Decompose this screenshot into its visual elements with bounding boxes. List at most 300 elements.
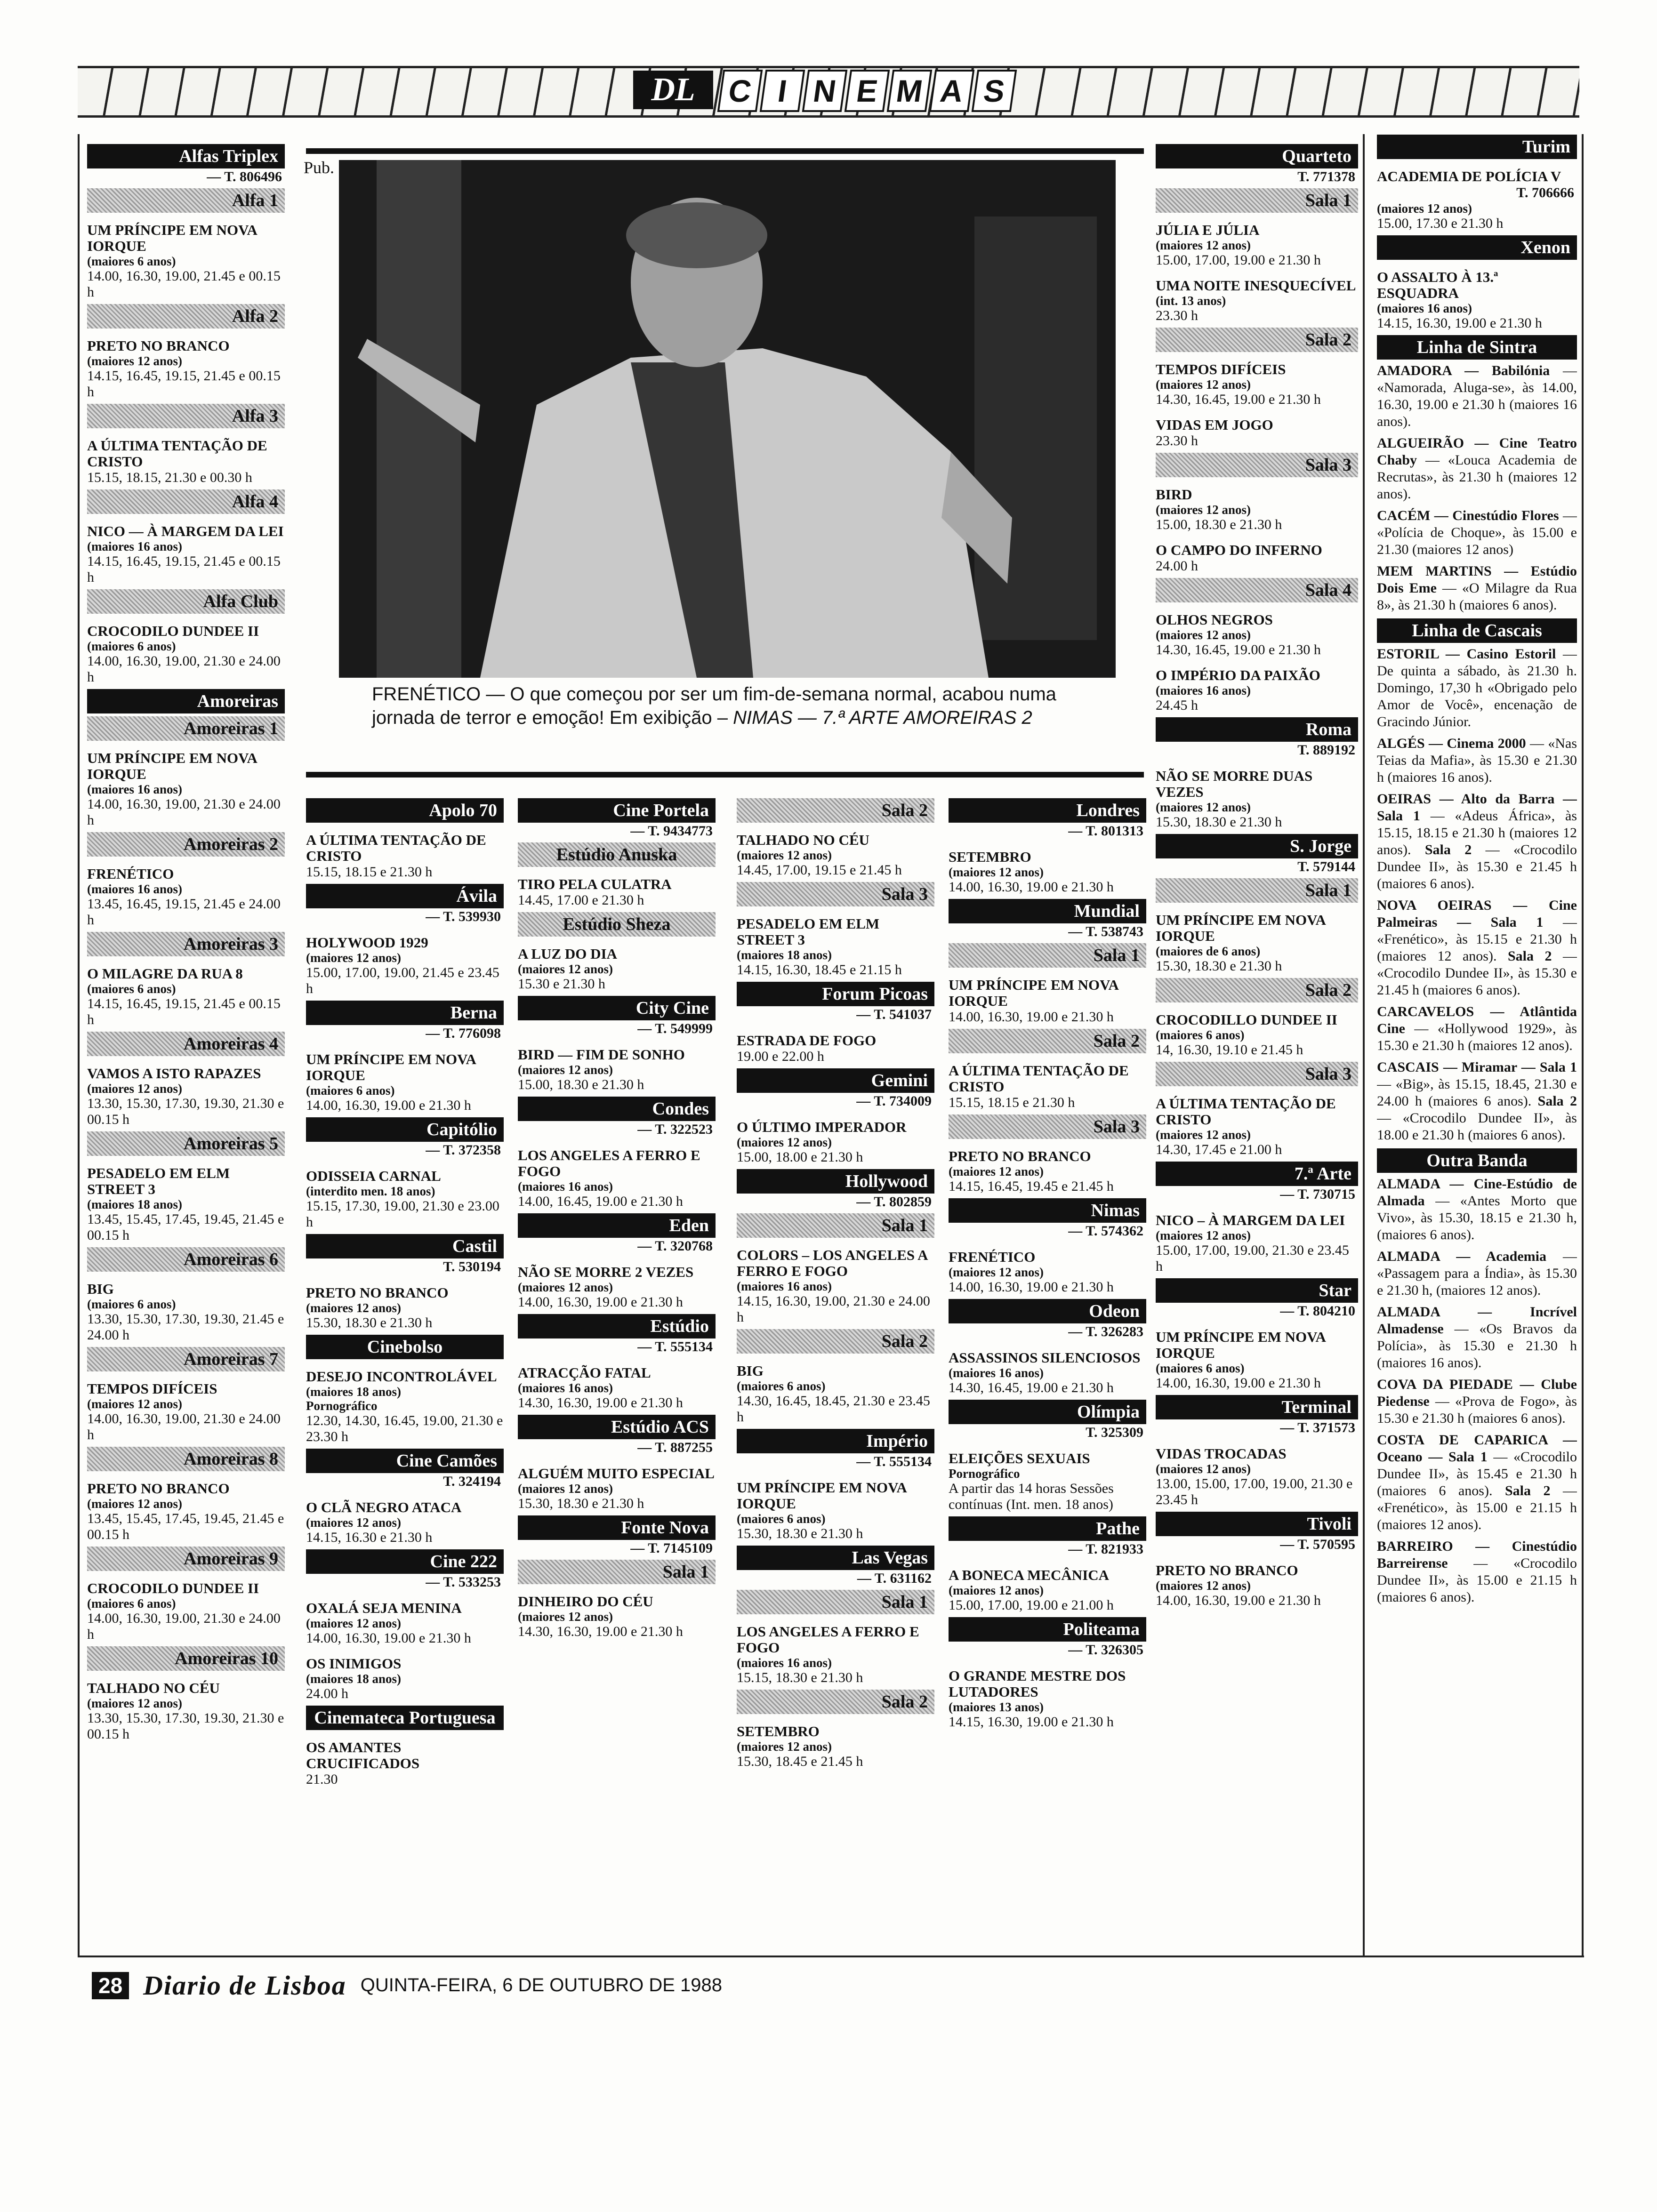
cinema-phone: T. 579144 <box>1297 859 1355 874</box>
cinema-heading: Sala 3 <box>1156 453 1358 477</box>
film-title: ATRACÇÃO FATAL <box>518 1364 651 1381</box>
cinema-phone: — T. 541037 <box>856 1007 932 1022</box>
cinema-phone: T. 530194 <box>443 1259 501 1274</box>
age-rating: (maiores 12 anos) <box>87 354 182 368</box>
cinema-phone: — T. 806496 <box>207 169 282 184</box>
film-entry <box>87 438 285 486</box>
cinema-phone: — T. 7145109 <box>630 1540 713 1556</box>
age-rating: (maiores 12 anos) <box>518 1280 613 1294</box>
film-entry <box>949 1148 1146 1194</box>
film-title: FRENÉTICO <box>949 1249 1036 1265</box>
film-entry <box>1377 168 1577 232</box>
cinema-heading: S. Jorge <box>1156 834 1358 858</box>
film-title: A ÚLTIMA TENTAÇÃO DE CRISTO <box>949 1062 1129 1095</box>
film-entry <box>1156 278 1358 324</box>
regional-listing: MEM MARTINS — Estúdio Dois Eme — «O Milagre da Rua 8», às 21.30 h (maiores 6 anos). <box>1377 563 1577 613</box>
advert-top-rule <box>306 148 1144 154</box>
film-entry <box>1156 768 1358 830</box>
showtimes: 15.00, 17.00, 19.00 e 21.00 h <box>949 1597 1114 1613</box>
film-title: O IMPÉRIO DA PAIXÃO <box>1156 667 1320 683</box>
film-entry <box>949 1063 1146 1111</box>
age-rating: (maiores 12 anos) <box>518 962 613 976</box>
cinema-phone: — T. 555134 <box>637 1339 713 1354</box>
film-entry <box>87 866 285 928</box>
film-entry <box>949 1350 1146 1396</box>
film-title: SETEMBRO <box>737 1723 820 1739</box>
cinema-heading: Outra Banda <box>1377 1148 1577 1173</box>
showtimes: 15.15, 17.30, 19.00, 21.30 e 23.00 h <box>306 1198 499 1230</box>
cinema-heading: Sala 1 <box>737 1213 934 1238</box>
film-entry <box>949 1567 1146 1613</box>
film-entry <box>306 1369 504 1445</box>
regional-listing: COSTA DE CAPARICA — Oceano — Sala 1 — «Crocodilo Dundee II», às 15.45 e 21.30 h (maiores 6 anos). Sala 2 — «Frenético», às 15.00 e 21.15 h (maiores 12 anos). <box>1377 1432 1577 1532</box>
cinema-phone: T. 889192 <box>1297 742 1355 758</box>
showtimes: 13.45, 16.45, 19.15, 21.45 e 24.00 h <box>87 896 281 928</box>
film-entry <box>87 966 285 1028</box>
age-rating: (maiores 12 anos) <box>1156 1579 1251 1593</box>
film-title: FRENÉTICO <box>87 866 174 882</box>
cinema-heading: Forum Picoas <box>737 982 934 1006</box>
film-entry <box>737 832 934 878</box>
showtimes: 14.15, 16.45, 19.15, 21.45 e 00.15 h <box>87 996 281 1027</box>
film-entry <box>87 523 285 585</box>
showtimes: 15.30, 18.30 e 21.30 h <box>518 1496 644 1511</box>
cinema-heading: Amoreiras 10 <box>87 1646 285 1671</box>
cinema-heading: Fonte Nova <box>518 1515 716 1540</box>
film-title: BIG <box>737 1362 764 1379</box>
cinema-phone: — T. 533253 <box>426 1574 501 1590</box>
cinema-heading: Sala 1 <box>737 1590 934 1614</box>
age-rating: (maiores 12 anos) <box>949 865 1044 879</box>
film-title: TALHADO NO CÉU <box>87 1680 220 1696</box>
film-title: LOS ANGELES A FERRO E FOGO <box>737 1623 919 1656</box>
showtimes: 19.00 e 22.00 h <box>737 1049 824 1064</box>
film-entry <box>1156 1446 1358 1508</box>
cinema-phone: — T. 631162 <box>857 1571 932 1586</box>
age-rating: (maiores 16 anos) <box>518 1381 613 1395</box>
section-title-letter: M <box>887 70 933 112</box>
showtimes: 14.00, 16.30, 19.00 e 21.30 h <box>1156 1375 1321 1391</box>
cinema-phone: — T. 574362 <box>1068 1223 1143 1239</box>
regional-listing: OEIRAS — Alto da Barra — Sala 1 — «Adeus África», às 15.15, 18.15 e 21.30 h (maiores 12 anos). Sala 2 — «Crocodilo Dundee II», às 15.30 e 21.45 h (maiores 6 anos). <box>1377 791 1577 891</box>
showtimes: 15.00, 17.30 e 21.30 h <box>1377 216 1504 231</box>
showtimes: 14.00, 16.30, 19.00 e 21.30 h <box>306 1098 471 1113</box>
page-footer <box>92 1970 722 2001</box>
age-rating: (maiores 12 anos) <box>518 1482 613 1496</box>
showtimes: 14.30, 16.45, 19.00 e 21.30 h <box>1156 642 1321 657</box>
cinema-heading: Sala 3 <box>737 882 934 906</box>
cinema-phone: — T. 322523 <box>637 1122 713 1137</box>
film-title: PRETO NO BRANCO <box>306 1284 449 1301</box>
showtimes: 15.15, 18.15 e 21.30 h <box>306 864 433 880</box>
cinema-heading: Condes <box>518 1097 716 1121</box>
showtimes: 14.00, 16.30, 19.00 e 21.30 h <box>518 1294 683 1310</box>
showtimes: 14.15, 16.30, 18.45 e 21.15 h <box>737 962 902 978</box>
film-entry <box>1156 542 1358 574</box>
showtimes: 14.30, 17.45 e 21.00 h <box>1156 1142 1282 1157</box>
regional-listing: ALGUEIRÃO — Cine Teatro Chaby — «Louca Academia de Recrutas», às 21.30 h (maiores 12 anos). <box>1377 435 1577 502</box>
age-rating: (maiores 16 anos) <box>87 782 182 796</box>
film-title: OXALÁ SEJA MENINA <box>306 1600 462 1616</box>
regional-listing: ESTORIL — Casino Estoril — De quinta a sábado, às 21.30 h. Domingo, 17,30 h «Obrigado pelo Amor de Você», encenação de Gracindo Júnior. <box>1377 646 1577 729</box>
film-title: OS AMANTES CRUCIFICADOS <box>306 1739 420 1771</box>
cinema-heading: Capitólio <box>306 1117 504 1142</box>
film-entry <box>87 1165 285 1243</box>
showtimes: 13.00, 15.00, 17.00, 19.00, 21.30 e 23.45 h <box>1156 1476 1353 1507</box>
film-entry <box>949 1668 1146 1730</box>
film-entry <box>1156 361 1358 408</box>
film-title: PESADELO EM ELM STREET 3 <box>87 1165 230 1197</box>
column-2 <box>306 795 504 1953</box>
film-title: TIRO PELA CULATRA <box>518 876 672 892</box>
showtimes: 14.00, 16.30, 19.00 e 21.30 h <box>306 1630 471 1646</box>
age-rating: (maiores 12 anos) <box>1156 628 1251 642</box>
age-rating: (maiores 12 anos) <box>306 951 401 965</box>
film-entry <box>1156 1096 1358 1158</box>
showtimes: 15.00, 17.00, 19.00, 21.45 e 23.45 h <box>306 965 499 996</box>
age-rating: (maiores 16 anos) <box>1156 683 1251 697</box>
cinema-heading: Londres <box>949 798 1146 823</box>
showtimes: 15.30, 18.30 e 21.30 h <box>306 1315 433 1330</box>
column-4 <box>737 795 934 1953</box>
showtimes: 14.15, 16.30, 19.00, 21.30 e 24.00 h <box>737 1293 930 1325</box>
film-title: NÃO SE MORRE 2 VEZES <box>518 1264 694 1280</box>
cinema-heading: Amoreiras 8 <box>87 1447 285 1471</box>
film-title: VIDAS EM JOGO <box>1156 417 1273 433</box>
regional-listing: ALMADA — Cine-Estúdio de Almada — «Antes Morto que Vivo», às 15.30, 18.15 e 21.30 h, (maiores 6 anos). <box>1377 1176 1577 1242</box>
showtimes: 14.15, 16.30, 19.00 e 21.30 h <box>949 1714 1114 1730</box>
age-rating: (maiores 12 anos) <box>87 1497 182 1511</box>
cinema-heading: Cine 222 <box>306 1549 504 1574</box>
page-number: 28 <box>92 1972 129 1999</box>
film-title: O CLÃ NEGRO ATACA <box>306 1499 462 1515</box>
cinema-phone: — T. 570595 <box>1280 1537 1355 1552</box>
cinema-heading: Amoreiras 6 <box>87 1247 285 1272</box>
cinema-heading: Amoreiras 3 <box>87 932 285 956</box>
age-rating: (maiores 12 anos) <box>1156 238 1251 252</box>
film-title: UM PRÍNCIPE EM NOVA IORQUE <box>1156 1329 1326 1361</box>
film-entry <box>1156 1329 1358 1391</box>
age-rating: (maiores 16 anos) <box>87 539 182 553</box>
cinema-phone: — T. 539930 <box>426 909 501 924</box>
showtimes: 15.00, 17.00, 19.00, 21.30 e 23.45 h <box>1156 1242 1349 1274</box>
film-title: PRETO NO BRANCO <box>87 1480 230 1497</box>
showtimes: 15.30, 18.45 e 21.45 h <box>737 1754 863 1769</box>
cinema-heading: Apolo 70 <box>306 798 504 823</box>
film-title: UM PRÍNCIPE EM NOVA IORQUE <box>1156 912 1326 944</box>
cinema-heading: Sala 1 <box>1156 878 1358 903</box>
masthead: Diario de Lisboa <box>143 1970 346 2001</box>
cinema-heading: Nimas <box>949 1198 1146 1223</box>
cinema-heading: Amoreiras 9 <box>87 1547 285 1571</box>
regional-listing: CARCAVELOS — Atlântida Cine — «Hollywood 1929», às 15.30 e 21.30 h (maiores 12 anos). <box>1377 1004 1577 1053</box>
cinema-phone: — T. 555134 <box>856 1454 932 1469</box>
cinema-phone: — T. 549999 <box>637 1021 713 1036</box>
cinema-phone: — T. 887255 <box>637 1440 713 1455</box>
cinema-heading: Alfa 3 <box>87 404 285 428</box>
cinema-heading: Estúdio ACS <box>518 1415 716 1439</box>
cinema-phone: — T. 730715 <box>1280 1186 1355 1202</box>
showtimes: A partir das 14 horas Sessões contínuas (Int. men. 18 anos) <box>949 1481 1114 1512</box>
regional-listing: CASCAIS — Miramar — Sala 1 — «Big», às 15.15, 18.45, 21.30 e 24.00 h (maiores 6 anos). Sala 2 — «Crocodilo Dundee II», às 18.00 e 21.30 h (maiores 6 anos). <box>1377 1059 1577 1143</box>
film-entry <box>306 935 504 997</box>
showtimes: 21.30 <box>306 1771 338 1787</box>
cinema-heading: Sala 4 <box>1156 578 1358 602</box>
cinema-heading: Berna <box>306 1001 504 1025</box>
cinema-phone: — T. 9434773 <box>630 823 713 839</box>
film-title: PRETO NO BRANCO <box>949 1148 1091 1164</box>
cinema-heading: Alfas Triplex <box>87 144 285 168</box>
film-title: UM PRÍNCIPE EM NOVA IORQUE <box>87 222 257 254</box>
film-title: A BONECA MECÂNICA <box>949 1567 1110 1583</box>
cinema-heading: Amoreiras 2 <box>87 832 285 857</box>
column-3 <box>518 795 716 1953</box>
showtimes: 14.30, 16.45, 19.00 e 21.30 h <box>1156 392 1321 407</box>
film-title: NICO – À MARGEM DA LEI <box>1156 1212 1345 1228</box>
caption-venues: NIMAS — 7.ª ARTE AMOREIRAS 2 <box>733 707 1032 728</box>
film-entry <box>87 338 285 400</box>
film-entry <box>1156 1012 1358 1058</box>
film-title: CROCODILO DUNDEE II <box>87 623 259 639</box>
film-still-illustration <box>339 160 1116 678</box>
age-rating: (maiores 18 anos) <box>87 1197 182 1211</box>
cinema-phone: T. 324194 <box>443 1474 501 1489</box>
showtimes: 24.45 h <box>1156 697 1198 713</box>
cinema-phone: T. 325309 <box>1086 1425 1143 1440</box>
age-rating: (maiores 6 anos) <box>87 639 176 653</box>
showtimes: 14.00, 16.30, 19.00, 21.30 e 24.00 h <box>87 1411 281 1443</box>
film-entry <box>518 1466 716 1512</box>
showtimes: 14.00, 16.30, 19.00, 21.45 e 00.15 h <box>87 268 281 300</box>
film-entry <box>737 916 934 978</box>
film-title: NÃO SE MORRE DUAS VEZES <box>1156 768 1313 800</box>
age-rating: (maiores 12 anos) <box>1156 503 1251 517</box>
film-entry <box>87 1680 285 1742</box>
showtimes: 15.00, 18.30 e 21.30 h <box>518 1077 644 1092</box>
film-entry <box>518 1594 716 1640</box>
film-title: UMA NOITE INESQUECÍVEL <box>1156 277 1356 294</box>
film-entry <box>518 1365 716 1411</box>
cinema-heading: Sala 1 <box>949 943 1146 968</box>
age-rating: (maiores 12 anos) <box>1156 1128 1251 1142</box>
cinema-heading: Olímpia <box>949 1400 1146 1424</box>
film-title: A LUZ DO DIA <box>518 946 618 962</box>
film-title: BIG <box>87 1281 114 1297</box>
film-entry <box>1156 1212 1358 1274</box>
showtimes: 14.00, 16.30, 19.00, 21.30 e 24.00 h <box>87 1611 281 1642</box>
showtimes: 15.15, 18.15, 21.30 e 00.30 h <box>87 470 252 485</box>
film-title: OS INIMIGOS <box>306 1655 402 1672</box>
showtimes: 14.00, 16.30, 19.00, 21.30 e 24.00 h <box>87 796 281 828</box>
cinema-heading: Império <box>737 1429 934 1453</box>
showtimes: 23.30 h <box>1156 433 1198 449</box>
showtimes: 13.30, 15.30, 17.30, 19.30, 21.30 e 00.15 h <box>87 1710 284 1742</box>
showtimes: 12.30, 14.30, 16.45, 19.00, 21.30 e 23.30 h <box>306 1413 503 1444</box>
film-entry <box>518 1147 716 1210</box>
cinema-heading: Gemini <box>737 1068 934 1093</box>
cinema-phone: — T. 821933 <box>1068 1541 1143 1557</box>
film-title: UM PRÍNCIPE EM NOVA IORQUE <box>949 977 1118 1009</box>
section-title-letter: E <box>845 70 890 112</box>
age-rating: (maiores 12 anos) <box>306 1515 401 1530</box>
age-rating: (maiores 16 anos) <box>87 882 182 896</box>
dl-logo: DL <box>633 71 713 109</box>
cinema-heading: Turim <box>1377 135 1577 159</box>
frame-bottom-rule <box>78 1956 1584 1957</box>
cinema-heading: Sala 1 <box>518 1560 716 1584</box>
film-entry <box>518 876 716 908</box>
showtimes: 14.00, 16.45, 19.00 e 21.30 h <box>518 1194 683 1209</box>
column-7 <box>1377 132 1577 1953</box>
section-title-letter: I <box>760 70 805 112</box>
cinema-heading: Cinebolso <box>306 1335 504 1359</box>
cinema-heading: Estúdio Sheza <box>518 912 716 937</box>
film-entry <box>949 1249 1146 1295</box>
film-entry <box>1156 487 1358 533</box>
age-rating: (maiores 12 anos) <box>737 1739 832 1754</box>
cinema-heading: Politeama <box>949 1617 1146 1642</box>
film-title: LOS ANGELES A FERRO E FOGO <box>518 1147 700 1179</box>
cinema-heading: Odeon <box>949 1299 1146 1323</box>
film-title: NICO — À MARGEM DA LEI <box>87 523 284 539</box>
showtimes: 14.15, 16.30, 19.00 e 21.30 h <box>1377 315 1542 331</box>
film-entry <box>87 1580 285 1643</box>
section-title-letter: A <box>929 70 975 112</box>
age-rating: (maiores 12 anos) <box>1156 1462 1251 1476</box>
showtimes: 14.00, 16.30, 19.00 e 21.30 h <box>949 1279 1114 1295</box>
column-6 <box>1156 141 1358 1953</box>
age-rating: (maiores 6 anos) <box>87 254 176 268</box>
cinema-heading: Cine Camões <box>306 1449 504 1473</box>
film-title: VIDAS TROCADAS <box>1156 1445 1287 1462</box>
frame-right-rule <box>1582 134 1584 1956</box>
showtimes: 14.15, 16.45, 19.45 e 21.45 h <box>949 1178 1114 1194</box>
film-entry <box>949 1451 1146 1513</box>
issue-date: QUINTA-FEIRA, 6 DE OUTUBRO DE 1988 <box>360 1975 723 1996</box>
section-title-letter: C <box>717 70 763 112</box>
column-5 <box>949 795 1146 1953</box>
film-title: UM PRÍNCIPE EM NOVA IORQUE <box>306 1051 476 1083</box>
age-rating: (maiores 12 anos) <box>87 1082 182 1096</box>
cinema-heading: Cinemateca Portuguesa <box>306 1706 504 1730</box>
showtimes: 24.00 h <box>1156 558 1198 574</box>
cinema-heading: Amoreiras 1 <box>87 716 285 741</box>
cinema-heading: Sala 2 <box>949 1029 1146 1053</box>
film-entry <box>1377 269 1577 331</box>
film-title: O CAMPO DO INFERNO <box>1156 542 1322 558</box>
film-title: TALHADO NO CÉU <box>737 832 869 848</box>
film-entry <box>737 1033 934 1065</box>
age-rating: (maiores 13 anos) <box>949 1700 1044 1714</box>
cinema-heading: Alfa 2 <box>87 304 285 329</box>
cinema-heading: Cine Portela <box>518 798 716 823</box>
film-title: DINHEIRO DO CÉU <box>518 1593 653 1610</box>
showtimes: 23.30 h <box>1156 308 1198 323</box>
film-title: CROCODILO DUNDEE II <box>87 1580 259 1596</box>
regional-listing: COVA DA PIEDADE — Clube Piedense — «Prova de Fogo», às 15.30 e 21.30 h (maiores 6 anos). <box>1377 1377 1577 1426</box>
cinema-heading: Sala 1 <box>1156 188 1358 213</box>
showtimes: 14.00, 16.30, 19.00, 21.30 e 24.00 h <box>87 653 281 685</box>
age-rating: (interdito men. 18 anos) <box>306 1184 435 1198</box>
film-title: ESTRADA DE FOGO <box>737 1032 877 1049</box>
age-rating: (maiores 12 anos) <box>518 1063 613 1077</box>
showtimes: 15.30 e 21.30 h <box>518 976 605 992</box>
showtimes: 14.45, 17.00 e 21.30 h <box>518 892 644 908</box>
age-rating: (maiores 16 anos) <box>1377 301 1472 315</box>
regional-listing: BARREIRO — Cinestúdio Barreirense — «Crocodilo Dundee II», às 15.00 e 21.15 h (maiores 6 anos). <box>1377 1539 1577 1605</box>
cinema-heading: Quarteto <box>1156 144 1358 168</box>
film-title: HOLYWOOD 1929 <box>306 934 428 951</box>
film-entry <box>306 1600 504 1646</box>
film-entry <box>1156 612 1358 658</box>
age-rating: (maiores 12 anos) <box>949 1583 1044 1597</box>
film-entry <box>737 1247 934 1325</box>
regional-listing: NOVA OEIRAS — Cine Palmeiras — Sala 1 — «Frenético», às 15.15 e 21.30 h (maiores 12 anos). Sala 2 — «Crocodilo Dundee II», às 15.30 e 21.45 h (maiores 6 anos). <box>1377 898 1577 998</box>
age-rating: (maiores 12 anos) <box>1377 201 1472 216</box>
film-entry <box>87 623 285 685</box>
film-entry <box>306 832 504 880</box>
showtimes: 14.45, 17.00, 19.15 e 21.45 h <box>737 862 902 878</box>
film-entry <box>87 222 285 300</box>
advert-label: Pub. <box>304 158 335 177</box>
film-entry <box>1156 417 1358 449</box>
film-title: O GRANDE MESTRE DOS LUTADORES <box>949 1667 1126 1700</box>
age-rating: (maiores 6 anos) <box>737 1512 826 1526</box>
cinema-heading: Roma <box>1156 717 1358 742</box>
showtimes: 14.00, 16.30, 19.00 e 21.30 h <box>949 879 1114 895</box>
film-entry <box>737 1723 934 1770</box>
age-rating: (maiores 18 anos) <box>737 948 832 962</box>
cinema-phone: — T. 326283 <box>1068 1324 1143 1339</box>
age-rating: (maiores 18 anos) <box>306 1672 401 1686</box>
film-entry <box>87 1281 285 1343</box>
cinema-phone: — T. 326305 <box>1068 1642 1143 1658</box>
cinema-heading: Alfa 4 <box>87 489 285 514</box>
cinema-heading: Sala 2 <box>1156 328 1358 352</box>
film-title: VAMOS A ISTO RAPAZES <box>87 1065 261 1082</box>
age-rating: (maiores 12 anos) <box>949 1164 1044 1178</box>
age-rating: (maiores 12 anos) <box>1156 1228 1251 1242</box>
film-entry <box>306 1656 504 1702</box>
showtimes: 15.15, 18.15 e 21.30 h <box>949 1095 1075 1110</box>
film-entry <box>306 1285 504 1331</box>
film-title: UM PRÍNCIPE EM NOVA IORQUE <box>737 1479 907 1512</box>
cinema-heading: Sala 3 <box>949 1114 1146 1139</box>
film-entry <box>737 1480 934 1542</box>
film-entry <box>1156 912 1358 974</box>
film-entry <box>306 1051 504 1114</box>
film-title: PESADELO EM ELM STREET 3 <box>737 915 880 948</box>
age-rating: (maiores 16 anos) <box>518 1179 613 1194</box>
cinema-heading: Linha de Cascais <box>1377 618 1577 643</box>
showtimes: 14.30, 16.45, 19.00 e 21.30 h <box>949 1380 1114 1395</box>
film-category: Pornográfico <box>949 1467 1020 1481</box>
film-title: COLORS – LOS ANGELES A FERRO E FOGO <box>737 1247 927 1279</box>
film-title: PRETO NO BRANCO <box>1156 1562 1298 1579</box>
film-title: O ASSALTO À 13.ª ESQUADRA <box>1377 269 1498 301</box>
caption-text: FRENÉTICO — O que começou por ser um fim-de-semana normal, acabou numa jornada de terror e emoção! Em exibição – <box>372 684 1056 728</box>
cinema-heading: Xenon <box>1377 235 1577 260</box>
film-entry <box>306 1739 504 1787</box>
cinema-heading: Terminal <box>1156 1395 1358 1419</box>
cinema-phone: — T. 804210 <box>1280 1303 1355 1319</box>
age-rating: (maiores 12 anos) <box>737 1135 832 1149</box>
cinema-heading: Estúdio <box>518 1314 716 1338</box>
showtimes: 14.30, 16.30, 19.00 e 21.30 h <box>518 1395 683 1411</box>
showtimes: 13.45, 15.45, 17.45, 19.45, 21.45 e 00.15 h <box>87 1211 284 1243</box>
film-title: SETEMBRO <box>949 849 1031 865</box>
showtimes: 13.30, 15.30, 17.30, 19.30, 21.45 e 24.00 h <box>87 1311 284 1343</box>
